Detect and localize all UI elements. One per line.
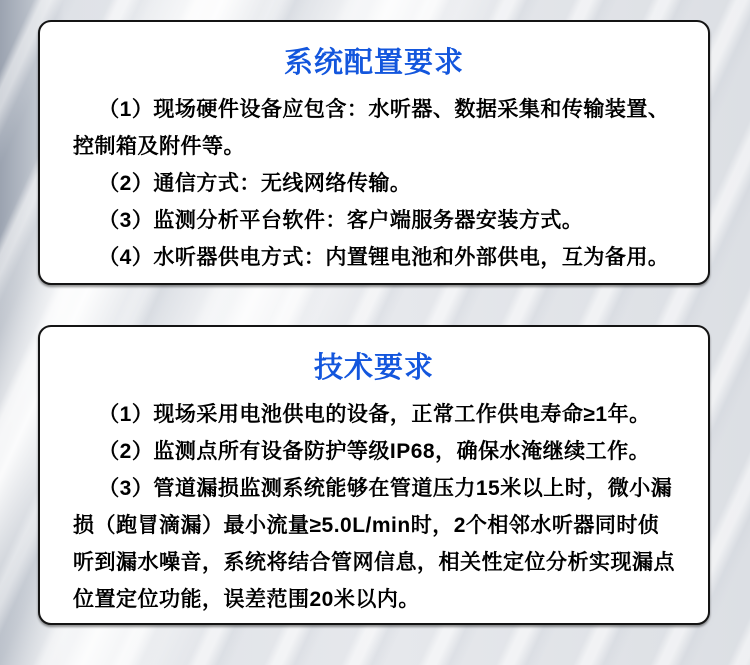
technical-requirements-card — [38, 325, 710, 625]
system-config-item-1: （1）现场硬件设备应包含：水听器、数据采集和传输装置、控制箱及附件等。 — [73, 98, 670, 158]
technical-item-1: （1）现场采用电池供电的设备，正常工作供电寿命≥1年。 — [98, 403, 651, 426]
system-config-body — [73, 91, 675, 276]
technical-requirements-body — [73, 396, 675, 618]
system-config-title: 系统配置要求 — [283, 47, 464, 79]
technical-requirements-title: 技术要求 — [313, 352, 434, 384]
system-config-item-3: （3）监测分析平台软件：客户端服务器安装方式。 — [98, 209, 584, 232]
system-config-item-2: （2）通信方式：无线网络传输。 — [98, 172, 412, 195]
system-config-card — [38, 20, 710, 285]
technical-item-2: （2）监测点所有设备防护等级IP68，确保水淹继续工作。 — [98, 440, 651, 463]
technical-item-3: （3）管道漏损监测系统能够在管道压力15米以上时，微小漏损（跑冒滴漏）最小流量≥5.0L/min时，2个相邻水听器同时侦听到漏水噪音，系统将结合管网信息，相关性定位分析实现漏点位置定位功能，误差范围20米以内。 — [73, 477, 675, 611]
system-config-item-4: （4）水听器供电方式：内置锂电池和外部供电，互为备用。 — [98, 246, 670, 269]
